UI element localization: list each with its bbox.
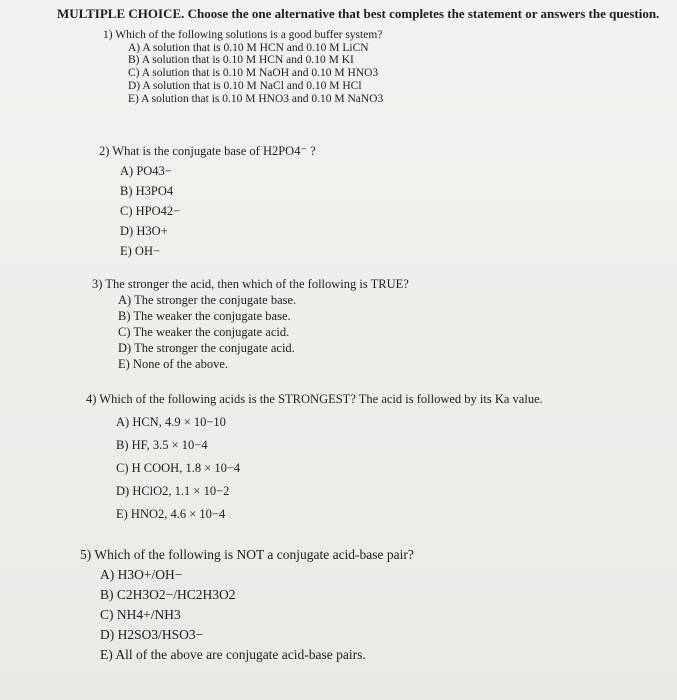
answer-option: D) H2SO3/HSO3− [100,627,204,642]
question-4 [86,392,543,521]
answer-option: B) HF, 3.5 × 10−4 [116,438,208,452]
question-stem: 3) The stronger the acid, then which of the following is TRUE? [92,277,409,291]
section-instruction: Choose the one alternative that best completes the statement or answers the question. [187,6,660,21]
question-stem: 2) What is the conjugate base of H2PO4⁻ ? [99,144,316,158]
answer-option: B) H3PO4 [120,184,174,198]
question-5 [80,548,414,662]
answer-option: E) None of the above. [118,357,229,371]
answer-option: C) The weaker the conjugate acid. [118,325,290,339]
answer-option: A) H3O+/OH− [100,567,183,582]
answer-option: A) PO43− [120,164,172,178]
question-1 [103,29,383,105]
answer-option: C) HPO42− [120,204,181,218]
answer-option: B) A solution that is 0.10 M HCN and 0.10 M KI [128,54,354,67]
question-3 [92,277,409,371]
answer-option: E) OH− [120,244,161,258]
question-stem: 5) Which of the following is NOT a conjugate acid-base pair? [80,547,414,562]
answer-option: D) HClO2, 1.1 × 10−2 [116,484,230,498]
answer-option: A) HCN, 4.9 × 10−10 [116,415,226,429]
answer-option: D) A solution that is 0.10 M NaCl and 0.10 M HCl [128,79,362,92]
answer-option: D) H3O+ [120,224,168,238]
answer-option: B) The weaker the conjugate base. [118,309,291,323]
section-label: MULTIPLE CHOICE. [57,6,185,21]
answer-option: A) The stronger the conjugate base. [118,293,297,307]
question-stem: 4) Which of the following acids is the STRONGEST? The acid is followed by its Ka value. [86,392,543,406]
answer-option: B) C2H3O2−/HC2H3O2 [100,587,236,602]
answer-option: C) NH4+/NH3 [100,607,181,622]
answer-option: C) A solution that is 0.10 M NaOH and 0.10 M HNO3 [128,67,379,80]
answer-option: E) A solution that is 0.10 M HNO3 and 0.10 M NaNO3 [128,92,384,105]
answer-option: C) H COOH, 1.8 × 10−4 [116,461,241,475]
answer-option: E) All of the above are conjugate acid-base pairs. [100,647,366,662]
answer-option: D) The stronger the conjugate acid. [118,341,295,355]
question-stem: 1) Which of the following solutions is a good buffer system? [103,29,383,41]
question-2 [99,144,316,258]
answer-option: E) HNO2, 4.6 × 10−4 [116,507,226,521]
answer-option: A) A solution that is 0.10 M HCN and 0.10 M LiCN [128,41,369,54]
section-header [57,6,660,22]
